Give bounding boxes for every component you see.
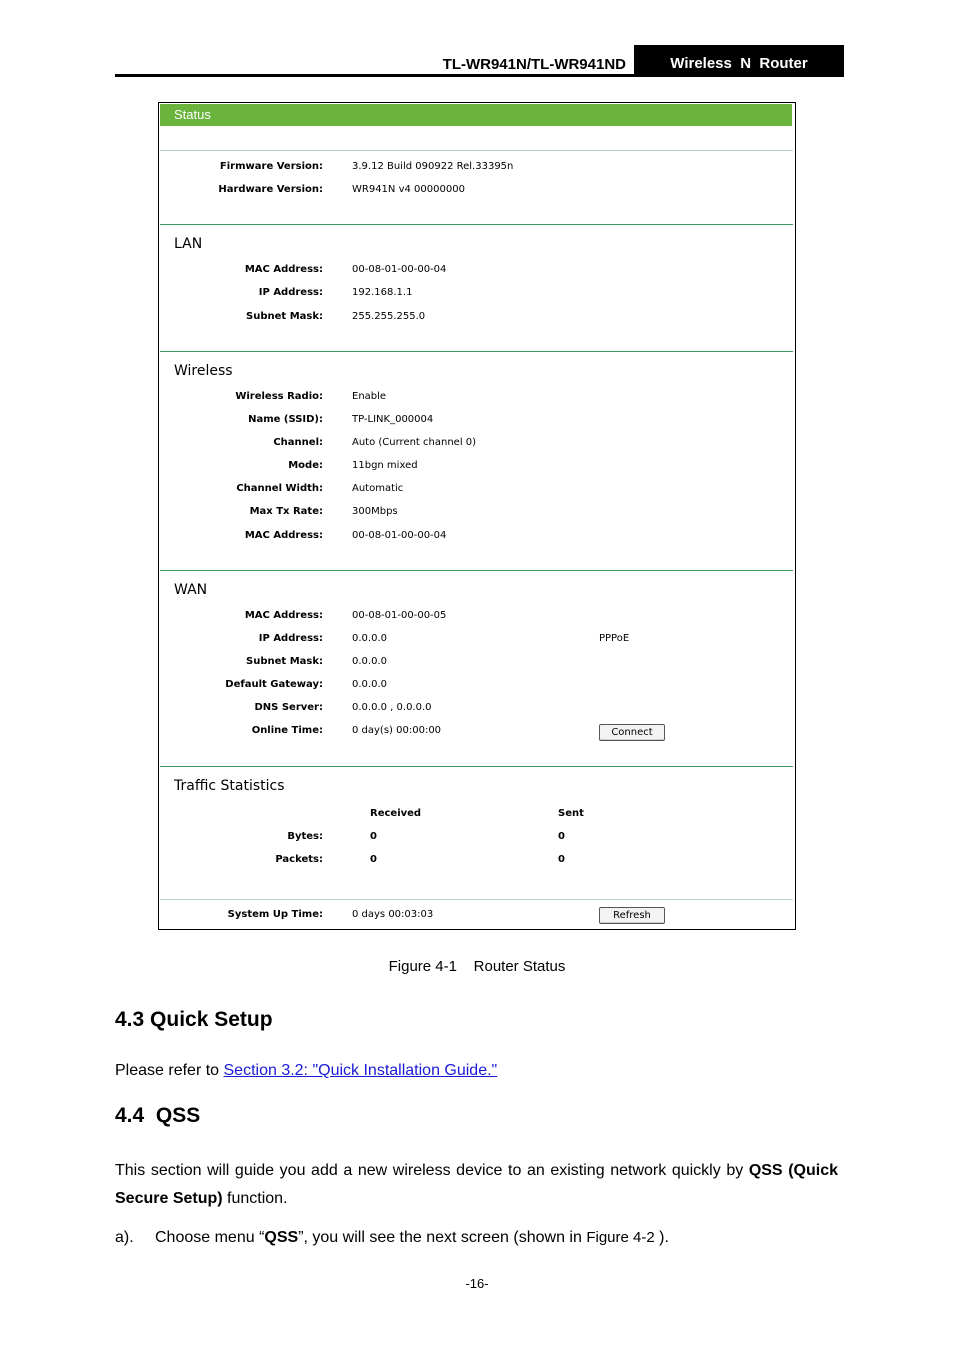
divider (160, 899, 793, 900)
document-model-header: TL-WR941N/TL-WR941ND (442, 56, 626, 73)
wan-section-title: WAN (174, 582, 208, 598)
section-divider (160, 224, 793, 225)
refresh-button[interactable]: Refresh (599, 907, 665, 924)
lan-section-title: LAN (174, 236, 203, 252)
qss-text: This section will guide you add a new wireless device to an existing network quickly by (115, 1162, 749, 1179)
channel-width-value: Automatic (352, 483, 404, 494)
hardware-label: Hardware Version: (218, 184, 323, 195)
step-text-mid: ”, you will see the next screen (shown in (298, 1229, 587, 1246)
bytes-label: Bytes: (287, 831, 323, 842)
wireless-section-title: Wireless (174, 363, 233, 379)
section-divider (160, 766, 793, 767)
header-rule (115, 74, 844, 77)
bytes-sent: 0 (558, 831, 565, 842)
figure-reference: Figure 4-2 (586, 1229, 655, 1246)
wan-mac-label: MAC Address: (244, 610, 323, 621)
packets-sent: 0 (558, 854, 565, 865)
wireless-radio-value: Enable (352, 391, 387, 402)
hardware-value: WR941N v4 00000000 (352, 184, 465, 195)
sent-header: Sent (558, 808, 584, 819)
lan-mask-value: 255.255.255.0 (352, 311, 426, 322)
wan-mask-value: 0.0.0.0 (352, 656, 387, 667)
refer-text: Please refer to (115, 1062, 224, 1079)
connect-button[interactable]: Connect (599, 724, 665, 741)
gateway-value: 0.0.0.0 (352, 679, 387, 690)
dns-value: 0.0.0.0 , 0.0.0.0 (352, 702, 432, 713)
quick-install-guide-link[interactable]: Section 3.2: "Quick Installation Guide." (223, 1062, 498, 1079)
online-time-label: Online Time: (251, 725, 323, 736)
wan-mask-label: Subnet Mask: (246, 656, 323, 667)
quick-setup-heading: 4.3 Quick Setup (115, 1008, 273, 1031)
document-product-header: Wireless N Router (634, 45, 844, 77)
refer-paragraph (115, 1062, 497, 1080)
channel-width-label: Channel Width: (236, 483, 323, 494)
gateway-label: Default Gateway: (225, 679, 323, 690)
qss-text-end: function. (222, 1190, 288, 1207)
uptime-label: System Up Time: (227, 909, 323, 920)
page-number: -16- (465, 1276, 489, 1291)
max-tx-rate-label: Max Tx Rate: (249, 506, 323, 517)
section-divider (160, 570, 793, 571)
lan-mask-label: Subnet Mask: (246, 311, 323, 322)
mode-label: Mode: (288, 460, 323, 471)
section-divider (160, 351, 793, 352)
bytes-received: 0 (370, 831, 377, 842)
qss-heading: 4.4 QSS (115, 1104, 201, 1127)
ssid-value: TP-LINK_000004 (352, 414, 434, 425)
mode-value: 11bgn mixed (352, 460, 418, 471)
wireless-mac-value: 00-08-01-00-00-04 (352, 530, 447, 541)
wan-connection-type: PPPoE (599, 633, 630, 644)
packets-label: Packets: (275, 854, 323, 865)
max-tx-rate-value: 300Mbps (352, 506, 398, 517)
wireless-radio-label: Wireless Radio: (235, 391, 323, 402)
lan-ip-label: IP Address: (258, 287, 323, 298)
received-header: Received (370, 808, 422, 819)
step-marker: a). (115, 1229, 134, 1246)
channel-label: Channel: (273, 437, 323, 448)
dns-label: DNS Server: (254, 702, 323, 713)
step-text-end: ). (654, 1229, 669, 1246)
step-text: Choose menu “ (155, 1229, 265, 1246)
wireless-mac-label: MAC Address: (244, 530, 323, 541)
traffic-section-title: Traffic Statistics (174, 778, 285, 794)
step-a-text (155, 1229, 669, 1247)
menu-name: QSS (264, 1229, 299, 1246)
wan-ip-value: 0.0.0.0 (352, 633, 387, 644)
lan-ip-value: 192.168.1.1 (352, 287, 413, 298)
status-title: Status (174, 107, 211, 122)
channel-value: Auto (Current channel 0) (352, 437, 477, 448)
wan-mac-value: 00-08-01-00-00-05 (352, 610, 447, 621)
ssid-label: Name (SSID): (248, 414, 323, 425)
wan-ip-label: IP Address: (258, 633, 323, 644)
figure-caption: Figure 4-1 Router Status (388, 958, 566, 975)
packets-received: 0 (370, 854, 377, 865)
online-time-value: 0 day(s) 00:00:00 (352, 725, 442, 736)
divider (160, 150, 793, 151)
qss-term: QSS (Quick Secure Setup) (115, 1162, 838, 1207)
lan-mac-value: 00-08-01-00-00-04 (352, 264, 447, 275)
lan-mac-label: MAC Address: (244, 264, 323, 275)
firmware-value: 3.9.12 Build 090922 Rel.33395n (352, 161, 514, 172)
firmware-label: Firmware Version: (219, 161, 323, 172)
uptime-value: 0 days 00:03:03 (352, 909, 434, 920)
qss-paragraph (115, 1157, 838, 1213)
status-title-bar (160, 104, 792, 126)
